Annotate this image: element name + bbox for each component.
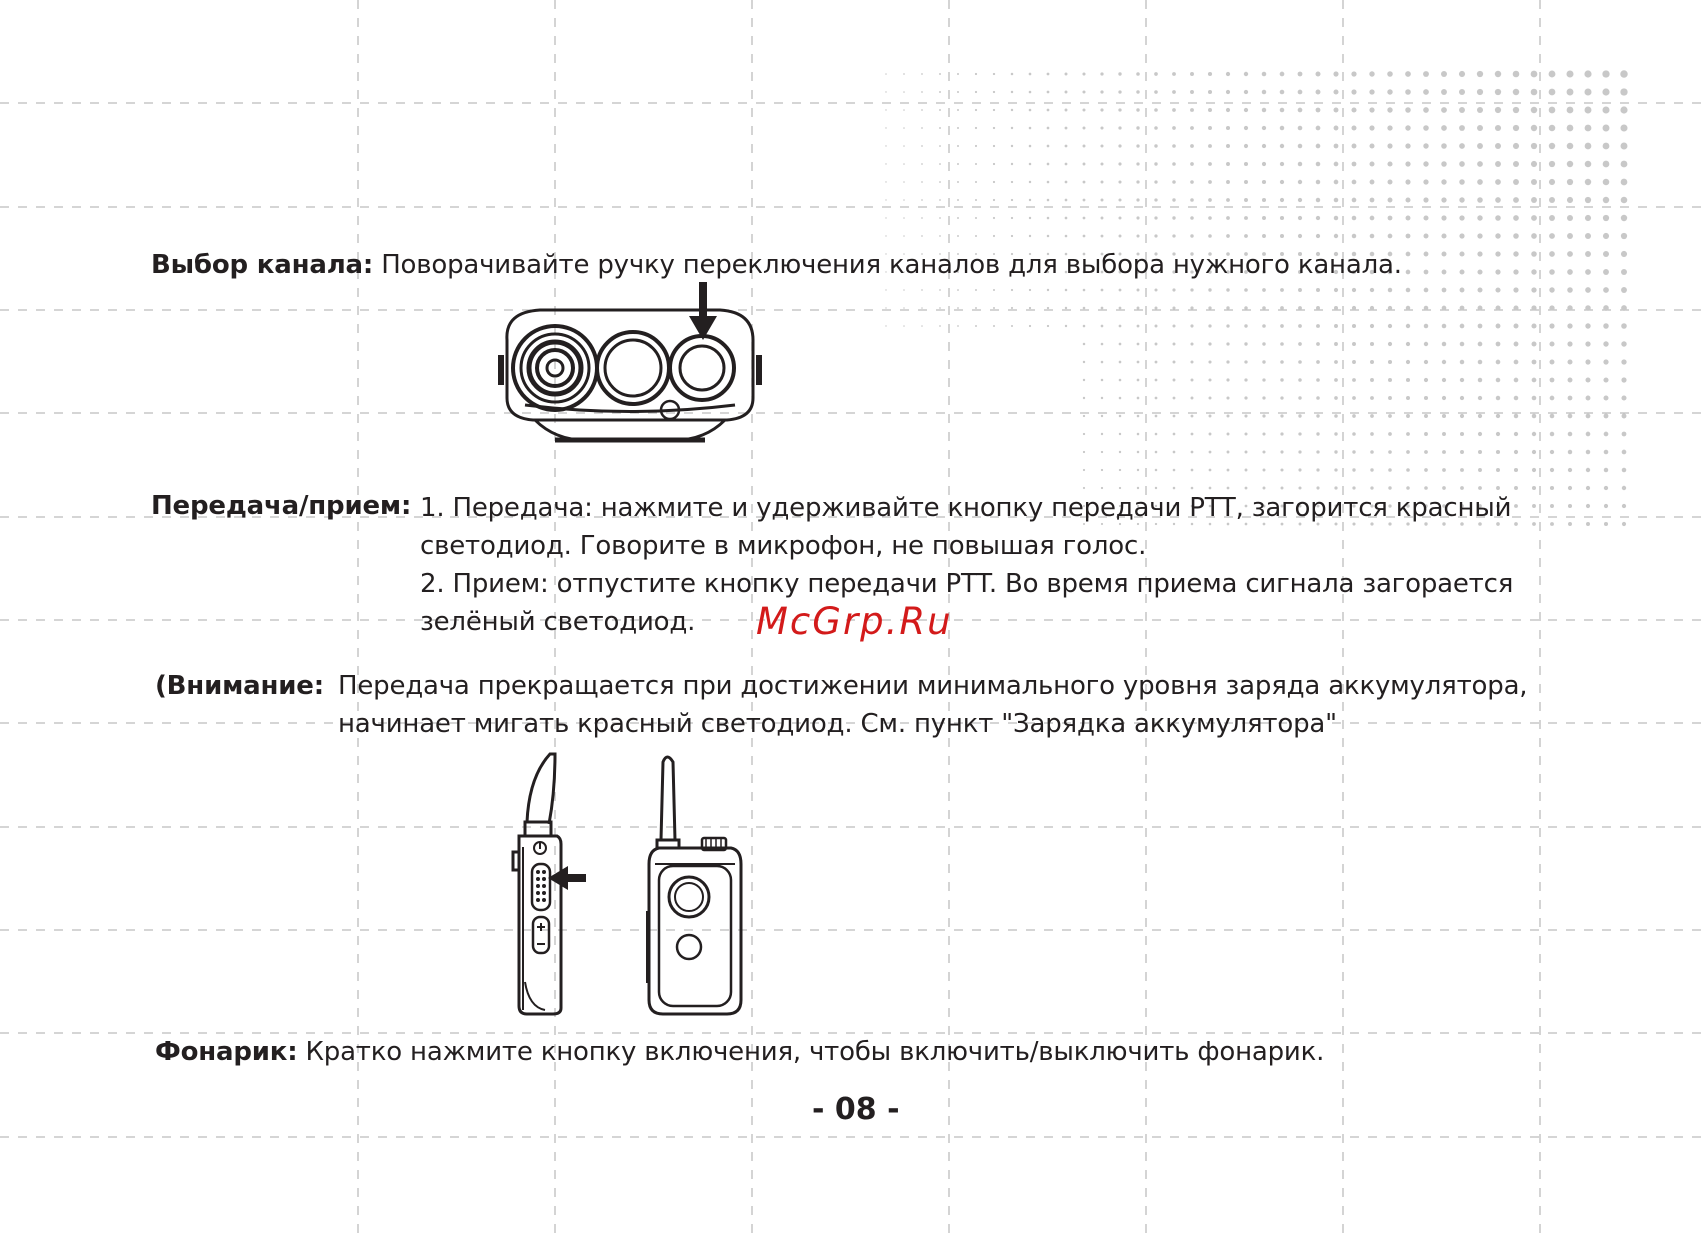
down-arrow-icon <box>688 282 718 342</box>
flashlight-line <box>155 1033 1324 1071</box>
attention-line-1: Передача прекращается при достижении минимального уровня заряда аккумулятора, <box>338 671 1528 701</box>
radio-front-illustration <box>645 752 745 1017</box>
flashlight-text: Кратко нажмите кнопку включения, чтобы включить/выключить фонарик. <box>305 1037 1325 1067</box>
txrx-label: Передача/прием: <box>151 491 412 521</box>
txrx-line-4: зелёный светодиод. <box>420 607 696 637</box>
left-arrow-icon <box>548 866 586 890</box>
channel-select-label: Выбор канала: <box>151 250 374 280</box>
channel-select-line <box>151 246 1402 284</box>
txrx-line-1: 1. Передача: нажмите и удерживайте кнопку передачи PTT, загорится красный <box>420 493 1512 523</box>
flashlight-label: Фонарик: <box>155 1037 298 1067</box>
page-number: - 08 - <box>812 1092 900 1127</box>
txrx-line-3: 2. Прием: отпустите кнопку передачи PTT. Во время приема сигнала загорается <box>420 569 1514 599</box>
txrx-line-2: светодиод. Говорите в микрофон, не повышая голос. <box>420 531 1147 561</box>
attention-label: (Внимание: <box>155 671 324 701</box>
attention-line-2: начинает мигать красный светодиод. См. пункт "Зарядка аккумулятора" <box>338 709 1337 739</box>
radio-top-illustration <box>495 280 765 450</box>
channel-select-text: Поворачивайте ручку переключения каналов для выбора нужного канала. <box>381 250 1402 280</box>
watermark: McGrp.Ru <box>756 600 953 643</box>
